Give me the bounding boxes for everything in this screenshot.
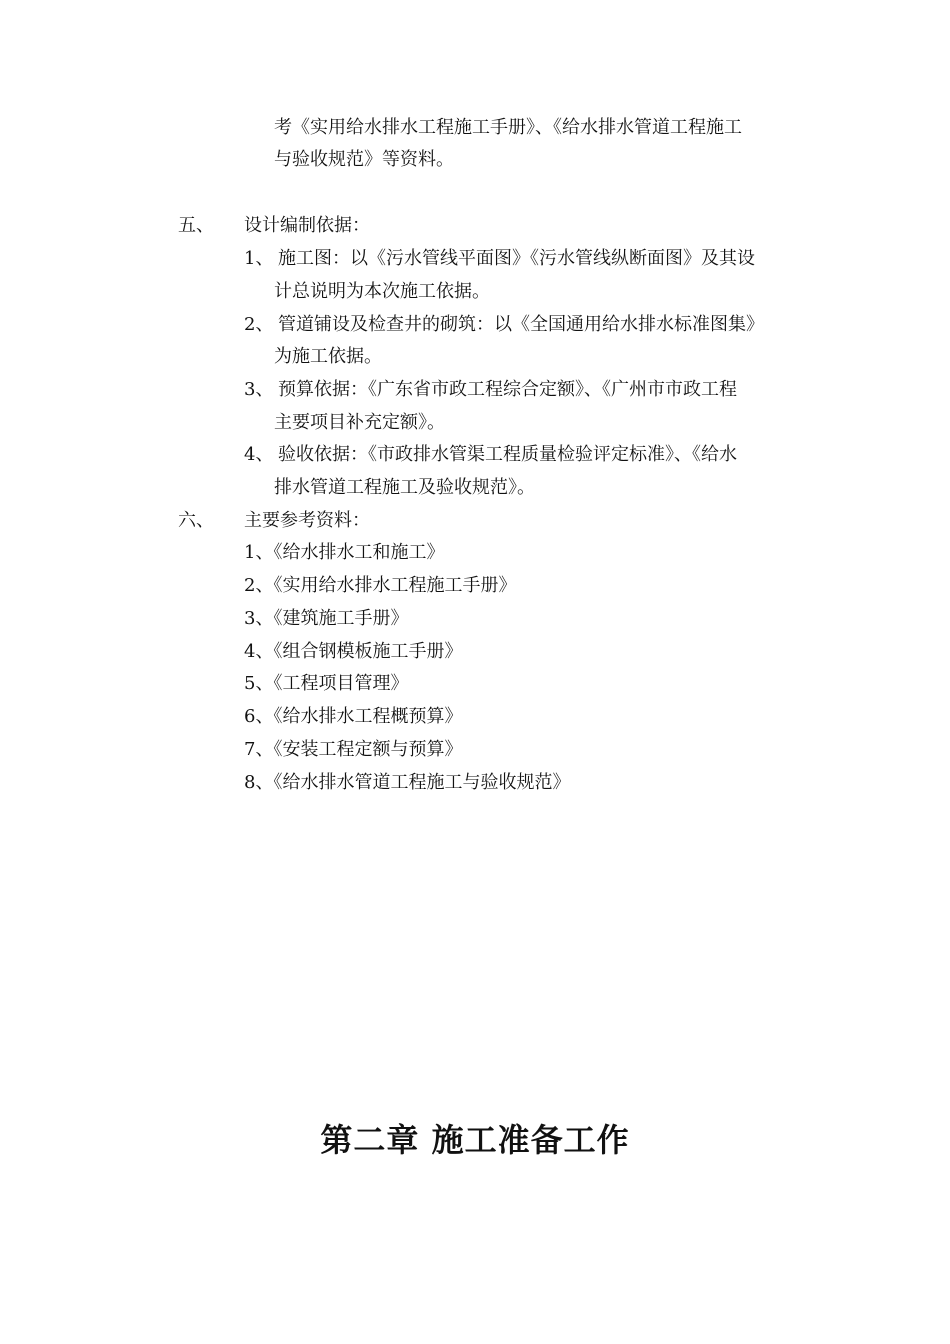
section-number: 五、 (178, 215, 214, 236)
reference-item: 2、《实用给水排水工程施工手册》 (244, 575, 517, 596)
item-text: 排水管道工程施工及验收规范》。 (274, 477, 535, 498)
reference-item: 6、《给水排水工程概预算》 (244, 706, 463, 727)
reference-item: 8、《给水排水管道工程施工与验收规范》 (244, 772, 571, 793)
item-text: 计总说明为本次施工依据。 (274, 281, 490, 302)
section-title: 主要参考资料： (244, 510, 370, 531)
item-text: 施工图：以《污水管线平面图》《污水管线纵断面图》及其设 (278, 248, 755, 269)
section-title: 设计编制依据： (244, 215, 370, 236)
reference-item: 3、《建筑施工手册》 (244, 608, 409, 629)
item-number: 3、 (244, 379, 274, 400)
section-number: 六、 (178, 510, 214, 531)
continuation-line-1: 考《实用给水排水工程施工手册》、《给水排水管道工程施工 (274, 117, 742, 138)
item-text: 验收依据：《市政排水管渠工程质量检验评定标准》、《给水 (278, 444, 737, 465)
chapter-title: 第二章 施工准备工作 (320, 1121, 630, 1159)
item-number: 1、 (244, 248, 274, 269)
reference-item: 1、《给水排水工和施工》 (244, 542, 445, 563)
item-text: 为施工依据。 (274, 346, 382, 367)
item-text: 管道铺设及检查井的砌筑：以《全国通用给水排水标准图集》 (278, 314, 764, 335)
item-text: 主要项目补充定额》。 (274, 412, 445, 433)
item-number: 2、 (244, 314, 274, 335)
reference-item: 4、《组合钢模板施工手册》 (244, 641, 463, 662)
reference-item: 5、《工程项目管理》 (244, 673, 409, 694)
reference-item: 7、《安装工程定额与预算》 (244, 739, 463, 760)
continuation-line-2: 与验收规范》等资料。 (274, 149, 454, 170)
item-text: 预算依据：《广东省市政工程综合定额》、《广州市市政工程 (278, 379, 737, 400)
item-number: 4、 (244, 444, 274, 465)
